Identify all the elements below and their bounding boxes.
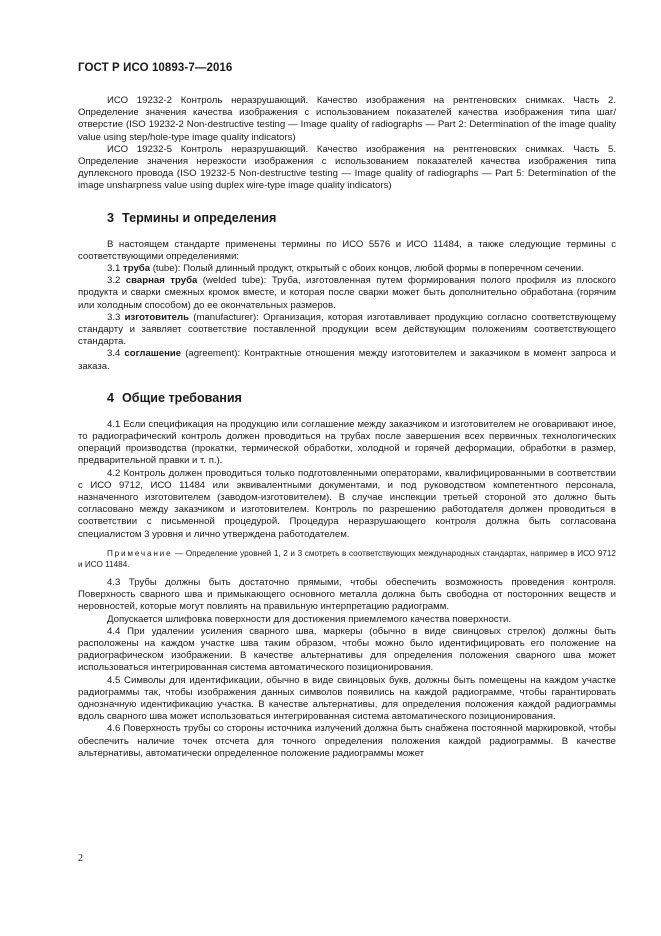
- section-number: 4: [107, 390, 115, 405]
- clause-4-4: 4.4 При удалении усиления сварного шва, маркеры (обычно в виде свинцовых стрелок) должны быть расположены на каждом участке шва таким образом, чтобы можно было идентифицировать его положение на радиографическом изображении. В качестве альтернативы для определения положения сварного шва может использоваться интегрированная система автоматического позиционирования.: [78, 625, 616, 674]
- section-title: Термины и определения: [122, 210, 277, 225]
- document-body: [78, 95, 616, 760]
- note-text: — Определение уровней 1, 2 и 3 смотреть в соответствующих международных стандартах, например в ИСО 9712 и ИСО 11484.: [78, 548, 616, 569]
- clause-4-6: 4.6 Поверхность трубы со стороны источника излучений должна быть снабжена постоянной маркировкой, чтобы обеспечить наличие точек отсчета для точного определения положения каждой радиограммы. В качестве альтернативы, автоматически определенное положение радиограммы может: [78, 723, 616, 759]
- section-3-intro: В настоящем стандарте применены термины по ИСО 5576 и ИСО 11484, а также следующие термины с соответствующими определениями:: [78, 238, 616, 262]
- clause-4-1: 4.1 Если спецификация на продукцию или соглашение между заказчиком и изготовителем не оговаривают иное, то радиографический контроль должен проводиться на трубах после завершения всех первичных технологических операций производства (прокатки, термической обработки, холодной и горячей деформации, обработки в размер, предварительной правки и т. п.).: [78, 418, 616, 467]
- note: [78, 548, 616, 570]
- section-title: Общие требования: [122, 390, 242, 405]
- section-number: 3: [107, 210, 115, 225]
- page-number: 2: [78, 853, 83, 864]
- reference-iso-19232-5: ИСО 19232-5 Контроль неразрушающий. Качество изображения на рентгеновских снимках. Часть 5. Определение значения нерезкости изображения с использованием показателей качества изображения типа дуплексного провода (ISO 19232-5 Non-destructive testing — Image quality of radiographs — Part 5: Determination of the image unsharpness value using duplex wire-type image quality indicators): [78, 143, 616, 192]
- clause-4-3-continued: Допускается шлифовка поверхности для достижения приемлемого качества поверхности.: [107, 613, 512, 625]
- term-3-4: 3.4 соглашение (agreement): Контрактные отношения между изготовителем и заказчиком в момент запроса и заказа.: [78, 348, 616, 372]
- section-4-heading: [107, 391, 616, 405]
- term-3-3: 3.3 изготовитель (manufacturer): Организация, которая изготавливает продукцию согласно соответствующему стандарту и заявляет соответствие поставленной продукции всем действующим положениям соответствующего стандарта.: [78, 311, 617, 348]
- document-header: ГОСТ Р ИСО 10893-7—2016: [78, 62, 233, 74]
- term-3-1: 3.1 труба (tube): Полый длинный продукт, открытый с обоих концов, любой формы в поперечном сечении.: [107, 263, 584, 275]
- section-3-heading: [107, 211, 616, 225]
- clause-4-3: 4.3 Трубы должны быть достаточно прямыми, чтобы обеспечить возможность проведения контроля. Поверхность сварного шва и примыкающего основного металла должна быть свободна от посторонних веществ и неровностей, которые могут повлиять на правильную интерпретацию радиограмм.: [78, 576, 616, 613]
- note-lead: Примечание: [107, 548, 173, 558]
- clause-4-2: 4.2 Контроль должен проводиться только подготовленными операторами, квалифицированными в соответствии с ИСО 9712, ИСО 11484 или эквивалентными документами, и под руководством компетентного персонала, назначенного изготовителем (заводом-изготовителем). В случае инспекции третьей стороной это должно быть согласовано между заказчиком и изготовителем. Контроль по разрешению работодателя должен проводиться в соответствии с письменной процедурой. Процедура неразрушающего контроля должна быть согласована специалистом 3 уровня и лично утверждена работодателем.: [78, 467, 616, 540]
- reference-iso-19232-2: ИСО 19232-2 Контроль неразрушающий. Качество изображения на рентгеновских снимках. Часть 2. Определение значения качества изображения с использованием показателей качества изображения типа шаг/отверстие (ISO 19232-2 Non-destructive testing — Image quality of radiographs — Part 2: Determination of the image quality value using step/hole-type image quality indicators): [78, 95, 616, 143]
- term-3-2: 3.2 сварная труба (welded tube): Труба, изготовленная путем формирования полого профиля из плоского продукта и сварки смежных кромок вместе, и которая после сварки может быть дополнительно обработана (горячим или холодным способом) до ее окончательных размеров.: [78, 275, 617, 311]
- clause-4-5: 4.5 Символы для идентификации, обычно в виде свинцовых букв, должны быть помещены на каждом участке радиограммы так, чтобы изображения данных символов появились на каждой радиограмме, чтобы гарантировать однозначную идентификацию участка. В качестве альтернативы, для определения положения каждой радиограммы вдоль сварного шва может использоваться интегрированная система автоматического позиционирования.: [78, 674, 616, 723]
